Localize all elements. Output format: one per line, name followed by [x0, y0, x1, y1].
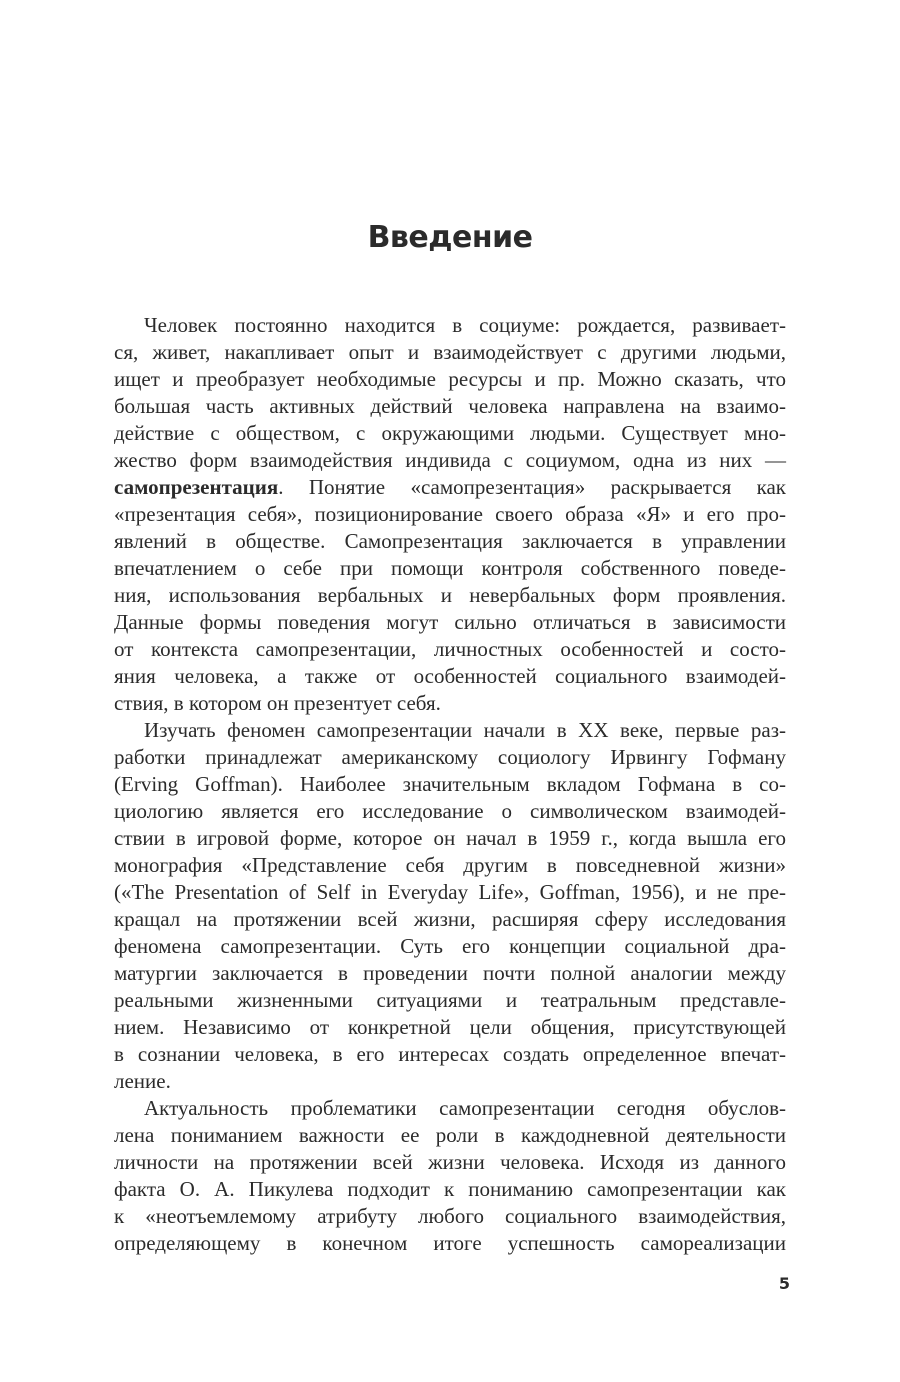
text-line: (Erving Goffman). Наиболее значительным вкладом Гофмана в со-	[114, 772, 786, 796]
text-line: определяющему в конечном итоге успешность самореализации	[114, 1231, 786, 1255]
text-run: . Понятие «самопрезентация» раскрывается как	[278, 475, 786, 499]
text-line: реальными жизненными ситуациями и театральным представле-	[114, 988, 786, 1012]
text-line: лена пониманием важности ее роли в каждодневной деятельности	[114, 1123, 786, 1147]
page-number: 5	[778, 1274, 790, 1293]
text-line: нием. Независимо от конкретной цели общения, присутствующей	[114, 1015, 786, 1039]
paragraph	[114, 1095, 786, 1257]
text-line: ствия, в котором он презентует себя.	[114, 691, 441, 715]
text-line: впечатлением о себе при помощи контроля собственного поведе-	[114, 556, 786, 580]
text-line: жество форм взаимодействия индивида с социумом, одна из них —	[114, 448, 786, 472]
text-line: ся, живет, накапливает опыт и взаимодействует с другими людьми,	[114, 340, 786, 364]
text-line: кращал на протяжении всей жизни, расширяя сферу исследования	[114, 907, 786, 931]
text-line: личности на протяжении всей жизни человека. Исходя из данного	[114, 1150, 786, 1174]
paragraph	[114, 717, 786, 1095]
text-line: действие с обществом, с окружающими людьми. Существует мно-	[114, 421, 786, 445]
text-line: от контекста самопрезентации, личностных особенностей и состо-	[114, 637, 786, 661]
text-line	[114, 474, 786, 501]
text-line: («The Presentation of Self in Everyday Life», Goffman, 1956), и не пре-	[114, 880, 786, 904]
body-text	[114, 312, 786, 1257]
text-line: явлений в обществе. Самопрезентация заключается в управлении	[114, 529, 786, 553]
text-line: факта О. А. Пикулева подходит к пониманию самопрезентации как	[114, 1177, 786, 1201]
text-line: большая часть активных действий человека направлена на взаимо-	[114, 394, 786, 418]
text-line: матургии заключается в проведении почти полной аналогии между	[114, 961, 786, 985]
text-line: в сознании человека, в его интересах создать определенное впечат-	[114, 1042, 786, 1066]
paragraph	[114, 312, 786, 717]
text-line: ния, использования вербальных и невербальных форм проявления.	[114, 583, 786, 607]
text-line: феномена самопрезентации. Суть его концепции социальной дра-	[114, 934, 786, 958]
text-line: Данные формы поведения могут сильно отличаться в зависимости	[114, 610, 786, 634]
text-line: монография «Представление себя другим в повседневной жизни»	[114, 853, 786, 877]
text-line: яния человека, а также от особенностей социального взаимодей-	[114, 664, 786, 688]
text-line: циологию является его исследование о символическом взаимодей-	[114, 799, 786, 823]
text-line: Человек постоянно находится в социуме: рождается, развивает-	[144, 313, 786, 337]
chapter-title: Введение	[367, 220, 533, 255]
bold-term: самопрезентация	[114, 475, 279, 499]
text-line: работки принадлежат американскому социологу Ирвингу Гофману	[114, 745, 786, 769]
text-line: Изучать феномен самопрезентации начали в XX веке, первые раз-	[144, 718, 786, 742]
text-line: к «неотъемлемому атрибуту любого социального взаимодействия,	[114, 1204, 786, 1228]
text-line: «презентация себя», позиционирование своего образа «Я» и его про-	[114, 502, 786, 526]
text-line: ление.	[114, 1069, 171, 1093]
text-line: ищет и преобразует необходимые ресурсы и пр. Можно сказать, что	[114, 367, 786, 391]
text-line: ствии в игровой форме, которое он начал в 1959 г., когда вышла его	[114, 826, 786, 850]
text-line: Актуальность проблематики самопрезентации сегодня обуслов-	[144, 1096, 786, 1120]
